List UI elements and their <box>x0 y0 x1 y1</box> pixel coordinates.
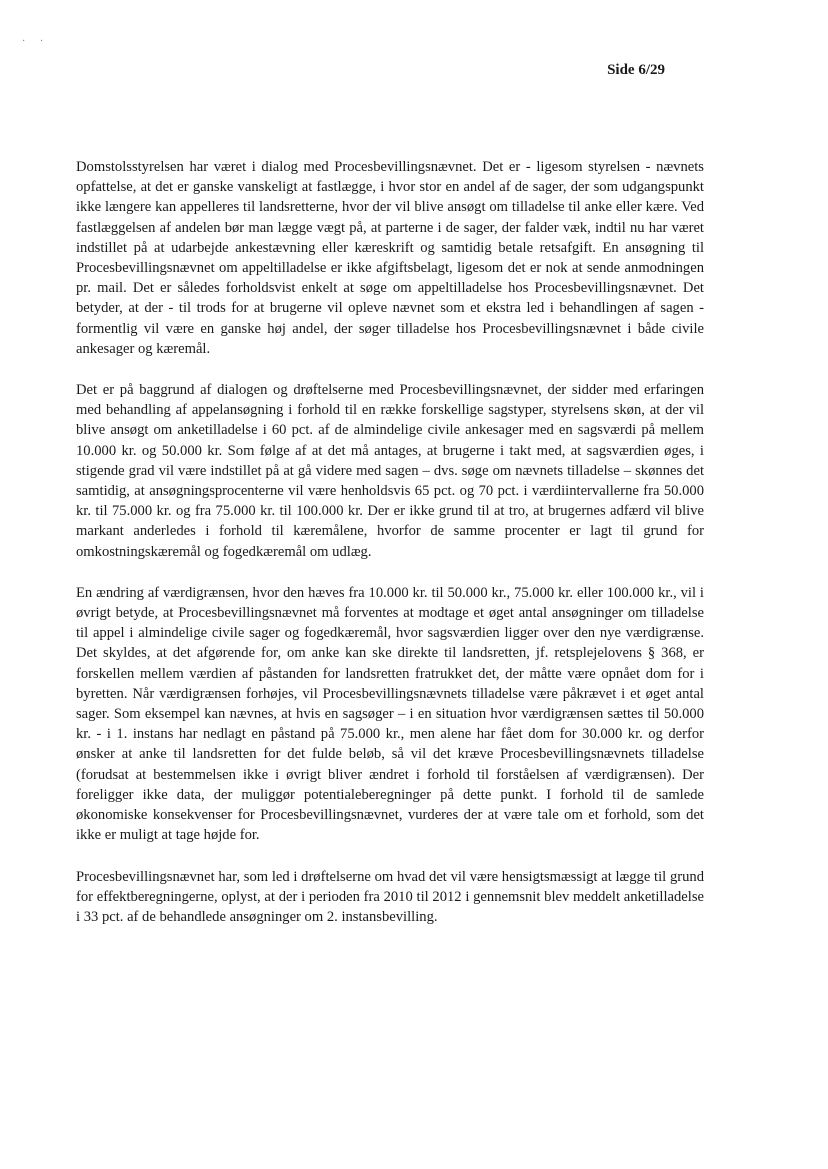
paragraph-2: Det er på baggrund af dialogen og drøftelserne med Procesbevillingsnævnet, der sidder med erfaringen med behandling af appelansøgning i forhold til en række forskellige sagstyper, styrelsens skøn, at der vil blive ansøgt om anketilladelse i 60 pct. af de almindelige civile ankesager med en sagsværdi på mellem 10.000 kr. og 50.000 kr. Som følge af at det må antages, at brugerne i takt med, at sagsværdien øges, i stigende grad vil være indstillet på at gå videre med sagen – dvs. søge om nævnets tilladelse – skønnes det samtidig, at ansøgningsprocenterne vil være henholdsvis 65 pct. og 70 pct. i værdiintervallerne fra 50.000 kr. til 75.000 kr. og fra 75.000 kr. til 100.000 kr. Der er ikke grund til at tro, at brugernes adfærd vil blive markant anderledes i forhold til kæremålene, hvorfor de samme procenter er lagt til grund for omkostningskæremål og fogedkæremål om udlæg. <box>76 382 704 560</box>
body-text <box>76 157 704 948</box>
page-number: Side 6/29 <box>607 62 665 78</box>
scan-specks: · · <box>22 36 50 47</box>
paragraph-4: Procesbevillingsnævnet har, som led i drøftelserne om hvad det vil være hensigtsmæssigt at lægge til grund for effektberegningerne, oplyst, at der i perioden fra 2010 til 2012 i gennemsnit blev meddelt anketilladelse i 33 pct. af de behandlede ansøgninger om 2. instansbevilling. <box>76 868 704 925</box>
paragraph-1: Domstolsstyrelsen har været i dialog med Procesbevillingsnævnet. Det er - ligesom styrelsen - nævnets opfattelse, at det er ganske vanskeligt at fastlægge, i hvor stor en andel af de sager, der som udgangspunkt ikke længere kan appelleres til landsretterne, hvor der vil blive ansøgt om tilladelse til anke eller kære. Ved fastlæggelsen af andelen bør man lægge vægt på, at parterne i de sager, der falder væk, indtil nu har været indstillet på at udarbejde ankestævning eller kæreskrift og samtidig betale retsafgift. En ansøgning til Procesbevillingsnævnet om appeltilladelse er ikke afgiftsbelagt, ligesom det er nok at sende anmodningen pr. mail. Det er således forholdsvist enkelt at søge om appeltilladelse hos Procesbevillingsnævnet. Det betyder, at der - til trods for at brugerne vil opleve nævnet som et ekstra led i behandlingen af sagen - formentlig vil være en ganske høj andel, der søger tilladelse hos Procesbevillingsnævnet i både civile ankesager og kæremål. <box>76 159 704 357</box>
paragraph-3: En ændring af værdigrænsen, hvor den hæves fra 10.000 kr. til 50.000 kr., 75.000 kr. eller 100.000 kr., vil i øvrigt betyde, at Procesbevillingsnævnet må forventes at modtage et øget antal ansøgninger om tilladelse til appel i almindelige civile sager og fogedkæremål, hvor sagsværdien ligger over den nye værdigrænse. Det skyldes, at det afgørende for, om anke kan ske direkte til landsretten, jf. retsplejelovens § 368, er forskellen mellem værdien af påstanden for landsretten fratrukket det, der måtte være opnået dom for i byretten. Når værdigrænsen forhøjes, vil Procesbevillingsnævnets tilladelse være påkrævet i et øget antal sager. Som eksempel kan nævnes, at hvis en sagsøger – i en situation hvor værdigrænsen sættes til 50.000 kr. - i 1. instans har nedlagt en påstand på 75.000 kr., men alene har fået dom for 30.000 kr. og derfor ønsker at anke til landsretten for det fulde beløb, så vil det kræve Procesbevillingsnævnets tilladelse (forudsat at bestemmelsen ikke i øvrigt bliver ændret i forhold til forståelsen af værdigrænsen). Der foreligger ikke data, der muliggør potentialeberegninger på dette punkt. I forhold til de samlede økonomiske konsekvenser for Procesbevillingsnævnet, vurderes der at være tale om et forhold, som det ikke er muligt at tage højde for. <box>76 584 704 844</box>
